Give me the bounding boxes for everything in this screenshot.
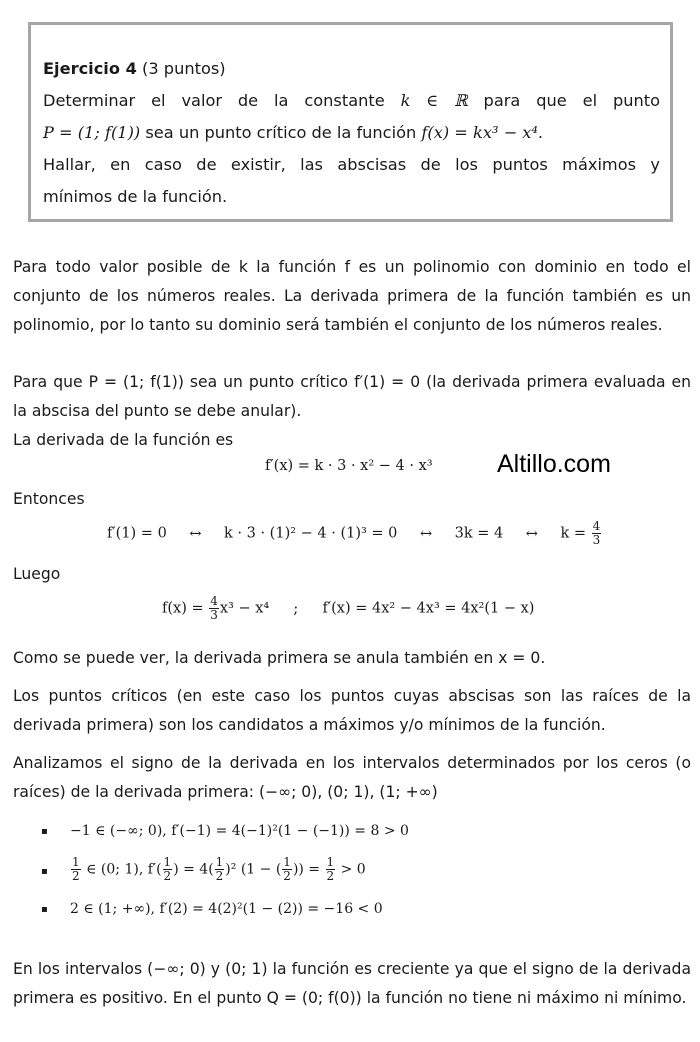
- exercise-line-1-text-a: Determinar el valor de la constante: [43, 91, 385, 110]
- exercise-points: (3 puntos): [142, 59, 226, 78]
- equation-derivative: f′(x) = k · 3 · x² − 4 · x³: [265, 458, 433, 474]
- frac-num: 4: [592, 519, 601, 533]
- exercise-statement: [43, 53, 660, 213]
- frac-den: 2: [72, 869, 80, 883]
- paragraph-critical-points: Los puntos críticos (en este caso los puntos cuyas abscisas son las raíces de la derivada primera) son los candidatos a máximos y/o mínimos de la función.: [13, 687, 691, 734]
- frac-den: 2: [283, 869, 291, 883]
- exercise-line-2-end: .: [537, 123, 544, 142]
- fraction-four-thirds-2: [209, 595, 219, 622]
- fraction-half-5: [326, 856, 336, 883]
- eq-equiv-arrow-2: ↔: [419, 525, 433, 542]
- frac-den: 3: [210, 608, 218, 622]
- exercise-line-4: mínimos de la función.: [43, 187, 228, 206]
- exercise-line-1-text-b: para que el punto: [483, 91, 661, 110]
- fraction-half-1: [71, 856, 81, 883]
- frac-num: 1: [72, 855, 80, 869]
- exercise-line-2-math-a: P = (1; f(1)): [43, 123, 141, 142]
- eq-solve-part-a: f′(1) = 0: [107, 525, 167, 542]
- frac-num: 1: [283, 855, 291, 869]
- paragraph-entonces: Entonces: [13, 490, 85, 508]
- exercise-line-1-math: k ∈ ℝ: [400, 91, 468, 110]
- frac-den: 2: [326, 869, 335, 883]
- exercise-line-2: [43, 117, 660, 149]
- bullet-2-part-e: > 0: [340, 861, 366, 878]
- bullet-marker-3: ▪: [41, 904, 48, 915]
- eq-solve-part-b: k · 3 · (1)² − 4 · (1)³ = 0: [224, 525, 398, 542]
- frac-num: 1: [163, 855, 172, 869]
- frac-num: 1: [215, 855, 224, 869]
- eq-function-rest: x³ − x⁴: [219, 600, 270, 617]
- exercise-heading: [43, 53, 660, 85]
- fraction-half-4: [282, 856, 292, 883]
- exercise-line-1: [43, 85, 660, 117]
- exercise-box: [28, 22, 673, 222]
- eq-equiv-arrow-3: ↔: [525, 525, 538, 542]
- fraction-four-thirds: [592, 520, 602, 547]
- bullet-2-part-b: ) = 4(: [173, 861, 214, 878]
- exercise-line-2-math-b: f(x) = kx³ − x⁴: [421, 123, 538, 142]
- eq-function-lhs: f(x) =: [162, 600, 204, 617]
- frac-num: 1: [326, 855, 335, 869]
- frac-den: 3: [592, 533, 601, 547]
- bullet-marker-2: ▪: [41, 866, 48, 877]
- bullet-marker-1: ▪: [41, 826, 48, 837]
- paragraph-luego: Luego: [13, 565, 61, 583]
- eq-equiv-arrow-1: ↔: [189, 525, 202, 542]
- fraction-half-3: [215, 856, 225, 883]
- equation-solve-k: [107, 520, 602, 547]
- bullet-2-part-a: ∈ (0; 1), f′(: [86, 861, 162, 878]
- fraction-half-2: [163, 856, 173, 883]
- paragraph-domain: Para todo valor posible de k la función f es un polinomio con dominio en todo el conjunto de los números reales. La derivada primera de la función también es un polinomio, por lo tanto su dominio será también el conjunto de los números reales.: [13, 258, 691, 334]
- eq-separator: ;: [293, 600, 299, 617]
- exercise-title: Ejercicio 4: [43, 59, 137, 78]
- paragraph-derivative-intro: La derivada de la función es: [13, 431, 234, 449]
- frac-den: 2: [215, 869, 224, 883]
- frac-num: 4: [210, 594, 218, 608]
- paragraph-sign-analysis: Analizamos el signo de la derivada en los intervalos determinados por los ceros (o raíces) de la derivada primera: (−∞; 0), (0; 1), (1; +∞): [13, 754, 691, 801]
- bullet-item-1: −1 ∈ (−∞; 0), f′(−1) = 4(−1)²(1 − (−1)) = 8 > 0: [70, 823, 409, 839]
- paragraph-conclusion: En los intervalos (−∞; 0) y (0; 1) la función es creciente ya que el signo de la derivada primera es positivo. En el punto Q = (0; f(0)) la función no tiene ni máximo ni mínimo.: [13, 960, 691, 1007]
- bullet-2-part-c: )² (1 − (: [225, 861, 282, 878]
- paragraph-zero: Como se puede ver, la derivada primera se anula también en x = 0.: [13, 649, 546, 667]
- exercise-line-3: Hallar, en caso de existir, las abscisas de los puntos máximos y: [43, 155, 660, 174]
- frac-den: 2: [163, 869, 172, 883]
- paragraph-critical-point: Para que P = (1; f(1)) sea un punto crítico f′(1) = 0 (la derivada primera evaluada en la abscisa del punto se debe anular).: [13, 373, 691, 420]
- eq-solve-part-c: 3k = 4: [454, 525, 504, 542]
- eq-solve-k-lhs: k =: [560, 525, 586, 542]
- watermark: Altillo.com: [497, 450, 611, 478]
- bullet-item-2: [70, 856, 366, 883]
- equation-function: [162, 595, 534, 622]
- bullet-2-part-d: )) =: [292, 861, 321, 878]
- exercise-line-2-text: sea un punto crítico de la función: [145, 123, 417, 142]
- bullet-item-3: 2 ∈ (1; +∞), f′(2) = 4(2)²(1 − (2)) = −16 < 0: [70, 901, 383, 917]
- eq-derivative-factored: f′(x) = 4x² − 4x³ = 4x²(1 − x): [322, 600, 535, 617]
